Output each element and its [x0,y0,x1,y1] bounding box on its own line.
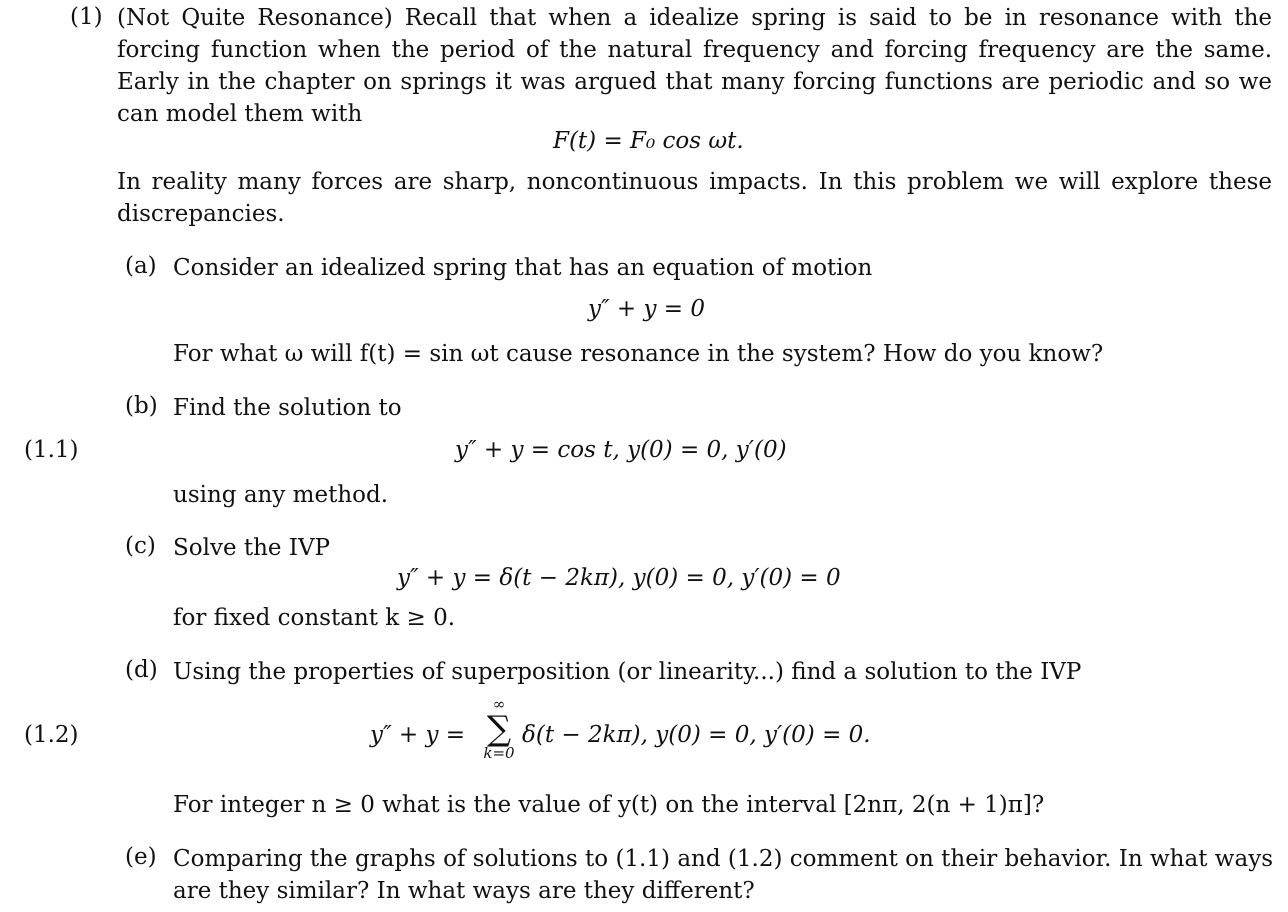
problem-reality-text: In reality many forces are sharp, noncontinuous impacts. In this problem we will explore these discrepancies. [117,169,1272,227]
part-c-label: (c) [125,533,156,559]
part-d-label: (d) [125,657,158,683]
sum-upper-limit: ∞ [492,695,506,713]
part-a-question: For what ω will f(t) = sin ωt cause resonance in the system? How do you know? [173,341,1104,367]
part-a-text: Consider an idealized spring that has an equation of motion [173,255,873,281]
equation-number-1-1: (1.1) [24,437,79,463]
part-d-question: For integer n ≥ 0 what is the value of y(t) on the interval [2nπ, 2(n + 1)π]? [173,792,1045,818]
part-c-after: for fixed constant k ≥ 0. [173,605,456,631]
problem-intro-text: Recall that when a idealize spring is said to be in resonance with the forcing function when the period of the natural frequency and forcing frequency are the same. Early in the chapter on springs it was argued that many forcing functions are periodic and so we can model them with [117,5,1272,127]
part-d-text: Using the properties of superposition (or linearity...) find a solution to the IVP [173,659,1082,685]
summation [478,697,520,761]
problem-number: (1) [70,4,103,30]
sum-symbol: ∑ [486,709,512,749]
problem-title: (Not Quite Resonance) [117,5,393,31]
part-b-after: using any method. [173,482,389,508]
part-c-text: Solve the IVP [173,535,331,561]
part-a-label: (a) [125,253,157,279]
part-b-text: Find the solution to [173,395,402,421]
part-c-equation: y″ + y = δ(t − 2kπ), y(0) = 0, y′(0) = 0 [397,565,841,591]
part-e-text: Comparing the graphs of solutions to (1.1) and (1.2) comment on their behavior. In what ways are they similar? In what ways are they different? [173,846,1273,904]
problem-intro [117,2,1272,130]
equation-number-1-2: (1.2) [24,722,79,748]
part-d-eq-right: δ(t − 2kπ), y(0) = 0, y′(0) = 0. [522,722,871,748]
part-b-label: (b) [125,393,158,419]
part-d-eq-left: y″ + y = [370,722,466,748]
part-b-equation: y″ + y = cos t, y(0) = 0, y′(0) [455,437,787,463]
sum-lower-limit: k=0 [483,744,515,762]
part-e-label: (e) [125,844,157,870]
forcing-equation: F(t) = F₀ cos ωt. [553,128,744,154]
part-a-equation: y″ + y = 0 [588,296,705,322]
